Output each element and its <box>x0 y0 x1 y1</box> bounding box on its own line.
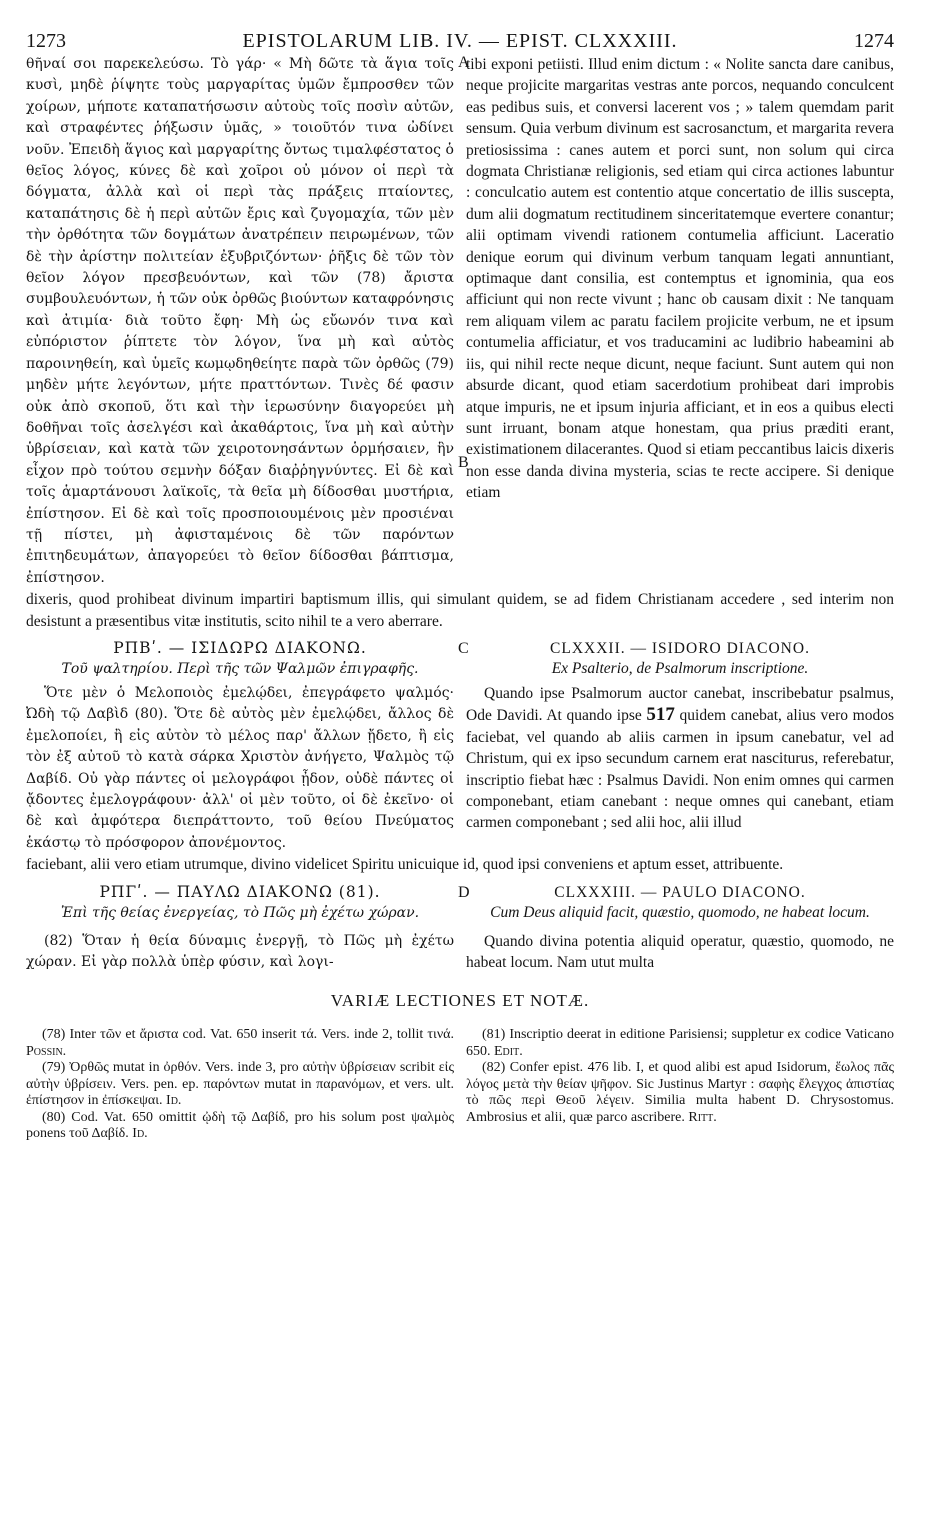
margin-letter-c: C <box>458 639 469 657</box>
latin-letter-title: CLXXXII. — ISIDORO DIACONO. <box>550 639 810 657</box>
notes-section <box>26 1027 894 1143</box>
right-page-number: 1274 <box>854 30 894 52</box>
notes-left-column <box>26 1027 454 1143</box>
greek-letter-subtitle: Τοῦ ψαλτηρίου. Περὶ τῆς τῶν Ψαλμῶν ἐπιγραφῆς. <box>61 660 419 677</box>
greek-text: (82) Ὅταν ἡ θεία δύναμις ἐνεργῇ, τὸ Πῶς μὴ ἐχέτω χώραν. Εἰ γὰρ πολλὰ ὑπὲρ φύσιν, καὶ λογι- <box>26 932 454 971</box>
running-title: EPISTOLARUM LIB. IV. — EPIST. CLXXXIII. <box>242 30 678 52</box>
notes-right-column <box>466 1027 894 1143</box>
note-text: (82) Confer epist. 476 lib. I, et quod alibi est apud Isidorum, ἕωλος πᾶς λόγος μετὰ τὴν θείαν ψῆφον. Sic Justinus Martyr : σαφὴς ἔλεγχος ἀπιστίας τὸ πῶς περὶ Θεοῦ λέγειν. Similia multa habent D. Chrysostomus. Ambrosius et alii, quæ parco ascribere. <box>466 1060 894 1125</box>
note-signature: Edit. <box>494 1043 523 1059</box>
left-page-number: 1273 <box>26 30 66 52</box>
note-text: (80) Cod. Vat. 650 omittit ᾠδὴ τῷ Δαβίδ, pro his solum post ψαλμὸς ponens τοῦ Δαβίδ. <box>26 1109 454 1142</box>
greek-column <box>26 638 454 854</box>
latin-text <box>466 683 894 834</box>
latin-column <box>466 882 894 974</box>
latin-letter-title: CLXXXIII. — PAULO DIACONO. <box>554 883 806 901</box>
greek-text: θῆναί σοι παρεκελεύσω. Τὸ γάρ· « Μὴ δῶτε τὰ ἅγια τοῖς κυσὶ, μηδὲ ῥίψητε τοὺς μαργαρίτας ὑμῶν ἔμπροσθεν τῶν χοίρων, μήποτε καταπατήσωσιν αὐτοὺς τοῖς ποσὶν αὐτῶν, καὶ στραφέντες ῥήξωσιν ὑμᾶς, » τοιοῦτόν τινα ὠδίνει νοῦν. Ἐπειδὴ ἅγιος καὶ μαργαρίτης ὄντως τιμαλφέστατος ὁ θεῖος λόγος, κύνες δὲ καὶ χοῖροι οὐ μόνον οἱ περὶ τὰ δόγματα, ἀλλὰ καὶ οἱ περὶ τὰς πράξεις πταίοντες, καταπάτησις δὲ ἡ περὶ αὐτῶν ἔρις καὶ ζυγομαχία, τῶν μὲν τὴν ὀρθότητα τῶν δογμάτων ἀνατρέπειν πειρωμένων, τῶν δὲ τὴν ἀρίστην πολιτείαν ἐξυβριζόντων· ῥῆξις δὲ τῶν τὸν θεῖον λόγον πρεσβευόντων, καὶ τῶν (78) ἄριστα συμβουλευόντων, ἡ τῶν οὐκ ὀρθῶς βιούντων καταφρόνησις καὶ ἀτιμία· διὰ τοῦτο ἔφη· Μὴ ὡς εὔωνόν τινα καὶ εὐπόριστον ῥίπτετε τὸν λόγον, ἵνα μὴ καὶ αὐτὸς παροινηθείη, καὶ ὑμεῖς κωμῳδηθείητε παρὰ τῶν ὀρθῶς (79) μηδὲν μήτε λεγόντων, μήτε πραττόντων. Τινὲς δέ φασιν οὐκ ἀπὸ σκοποῦ, ὅτι καὶ τὴν ἱερωσύνην διαγορεύει μὴ δοθῆναι τοῖς ἀσελγέσι καὶ ἀκαθάρτοις, ἵνα μὴ καὶ αὐτὴν ὑβρίσειαν, καὶ κατὰ τῶν χειροτονησάντων ὁρμήσαιεν, ἣν εἶχον πρὸ τούτου σεμνὴν δόξαν διαῤῥηγνύντες. Εἰ δὲ καὶ τοῖς ἁμαρτάνουσι λαϊκοῖς, τὰ θεῖα μὴ δίδοσθαι μυστήρια, ἐπίστησον. Εἰ δὲ καὶ τοῖς προσποιουμένοις μὲν προσιέναι τῇ πίστει, μὴ ἀφισταμένοις δὲ τῶν παρόντων ἐπιτηδευμάτων, ἀπαγορεύει τὸ θεῖον δίδοσθαι βάπτισμα, ἐπίστησον. <box>26 56 454 586</box>
greek-letter-subtitle: Ἐπὶ τῆς θείας ἐνεργείας, τὸ Πῶς μὴ ἐχέτω χώραν. <box>60 904 420 921</box>
note-item <box>26 1027 454 1060</box>
latin-text-part: Quando ipse Psalmorum auctor canebat, inscribebatur psalmus, Ode Davidi. At quando ipse <box>466 684 894 725</box>
note-item <box>466 1027 894 1060</box>
running-header <box>26 30 894 54</box>
letter-181-continuation <box>26 54 894 589</box>
margin-letter-a: A <box>458 54 470 71</box>
note-text: (78) Inter τῶν et ἄριστα cod. Vat. 650 inserit τά. Vers. inde 2, tollit τινά. <box>42 1027 454 1043</box>
margin-letter-d: D <box>458 883 470 901</box>
greek-letter-title: ΡΠΒʹ. — ΙΣΙΔΩΡΩ ΔΙΑΚΟΝΩ. <box>113 638 367 657</box>
latin-text-part: quidem canebat, alius vero modos faciebat, vel quando ab aliis carmen in ipsum canebatur, vel ad Christum, qui ex ipso secundum carnem erat nasciturus, referebatur, inscriptio fiebat hæc : Psalmus Davidi. Non enim omnes qui carmen componebant, etiam canebant : neque omnes qui canebant, etiam carmen componebant ; sed alii hoc, alii illud <box>466 707 894 832</box>
latin-full-width-text: dixeris, quod prohibeat divinum impartiri baptismum illis, qui simulant quidem, se ad fidem Christianam accedere , sed interim non desistunt a præsentibus vitæ institutis, scito nihil te a vero aberrare. <box>26 591 894 630</box>
note-text: (79) Ὀρθῶς mutat in ὀρθόν. Vers. inde 3, pro αὐτὴν ὑβρίσειαν scribit εἰς αὐτὴν ὑβρίσειν. Vers. pen. ep. παρόντων mutat in παρανόμων, et vers. ult. ἐπίστησον in ἐπίσκεψαι. <box>26 1060 454 1109</box>
letter-182 <box>26 638 894 854</box>
note-signature: Ritt. <box>688 1109 717 1125</box>
greek-letter-title: ΡΠΓʹ. — ΠΑΥΛΩ ΔΙΑΚΟΝΩ (81). <box>99 882 381 901</box>
note-signature: Id. <box>166 1093 182 1109</box>
latin-letter-subtitle: Cum Deus aliquid facit, quæstio, quomodo, ne habeat locum. <box>490 903 870 921</box>
column-number: 517 <box>646 704 675 726</box>
latin-text: Quando divina potentia aliquid operatur, quæstio, quomodo, ne habeat locum. Nam utut multa <box>466 932 894 972</box>
greek-text: Ὅτε μὲν ὁ Μελοποιὸς ἐμελῴδει, ἐπεγράφετο ψαλμός· Ὠδὴ τῷ Δαβὶδ (80). Ὅτε δὲ αὐτὸς μὲν ἐμελῴδει, ἄλλος δὲ ἐμελοποίει, ἢ εἰς αὐτὸν τὸ μέλος παρ' ἄλλων ᾔδετο, ἢ εἰς τὸν ἐξ αὐτοῦ τὸ κατὰ σάρκα Χριστὸν ἀνήγετο, Ψαλμὸς τῷ Δαβίδ. Οὐ γὰρ πάντες οἱ μελογράφοι ᾖδον, οὐδὲ πάντες οἱ ᾄδοντες ἐμελογράφουν· ἀλλ' οἱ μὲν τοῦτο, οἱ δὲ ἐκεῖνο· οἱ δὲ καὶ ἀμφότερα διεπράττοντο, τοῦ θείου Πνεύματος ἑκάστῳ τὸ πρόσφορον ἀπονέμοντος. <box>26 684 454 851</box>
note-item <box>26 1110 454 1143</box>
note-signature: Possin. <box>26 1043 67 1059</box>
margin-letter-b: B <box>458 454 469 471</box>
notes-heading: VARIÆ LECTIONES ET NOTÆ. <box>330 991 590 1011</box>
letter-183 <box>26 882 894 974</box>
greek-column <box>26 54 454 589</box>
latin-letter-subtitle: Ex Psalterio, de Psalmorum inscriptione. <box>551 659 809 677</box>
latin-column <box>466 638 894 854</box>
note-item <box>26 1060 454 1110</box>
latin-column <box>466 54 894 589</box>
note-signature: Id. <box>132 1126 148 1142</box>
page <box>26 30 894 1143</box>
greek-column <box>26 882 454 974</box>
latin-full-width-text: faciebant, alii vero etiam utrumque, divino videlicet Spiritu unicuique id, quod ipsi conveniens et aptum esset, attribuente. <box>26 856 784 874</box>
note-text: (81) Inscriptio deerat in editione Parisiensi; suppletur ex codice Vaticano 650. <box>466 1027 894 1059</box>
note-item <box>466 1060 894 1126</box>
latin-text: tibi exponi petiisti. Illud enim dictum : « Nolite sancta dare canibus, neque projicite margaritas vestras ante porcos, nequando conculcent eas pedibus suis, et conversi lacerent vos ; » talem quemdam parit sensum. Quia verbum divinum est sacrosanctum, et margarita revera pretiosissima : canes autem et porci sunt, non solum qui circa dogmata Christianæ religionis, sed etiam qui circa actiones labuntur : conculcatio autem est contentio atque concertatio de illis suscepta, dum alii dogmatum rectitudinem sinceritatemque evertere conantur; alii optimam vivendi rationem contumelia afficiunt. Laceratio denique eorum qui divinum verbum tanquam legati annuntiant, optimaque dant consilia, est contemptus et ignominia, qua eos afficiunt qui non recte vivunt ; hanc ob causam dixit : Ne tanquam rem aliquam vilem ac paratu facilem projicite verbum, ne et ipsum contumelia afficiatur, et vos traducamini ac ludibrio habeamini ab iis, qui nihil recte neque dicunt, neque faciunt. Sunt autem qui non absurde dicant, quod etiam sacerdotium prohibeat dari improbis atque impuris, ne et ipsum injuria afficiant, et in eos a quibus electi sunt irruant, bonam atque honestam, qua prius præditi erant, existimationem dilacerantes. Quod si etiam peccantibus laicis dixeris non esse danda divina mysteria, scias te recte accipere. Si denique etiam <box>466 56 894 502</box>
